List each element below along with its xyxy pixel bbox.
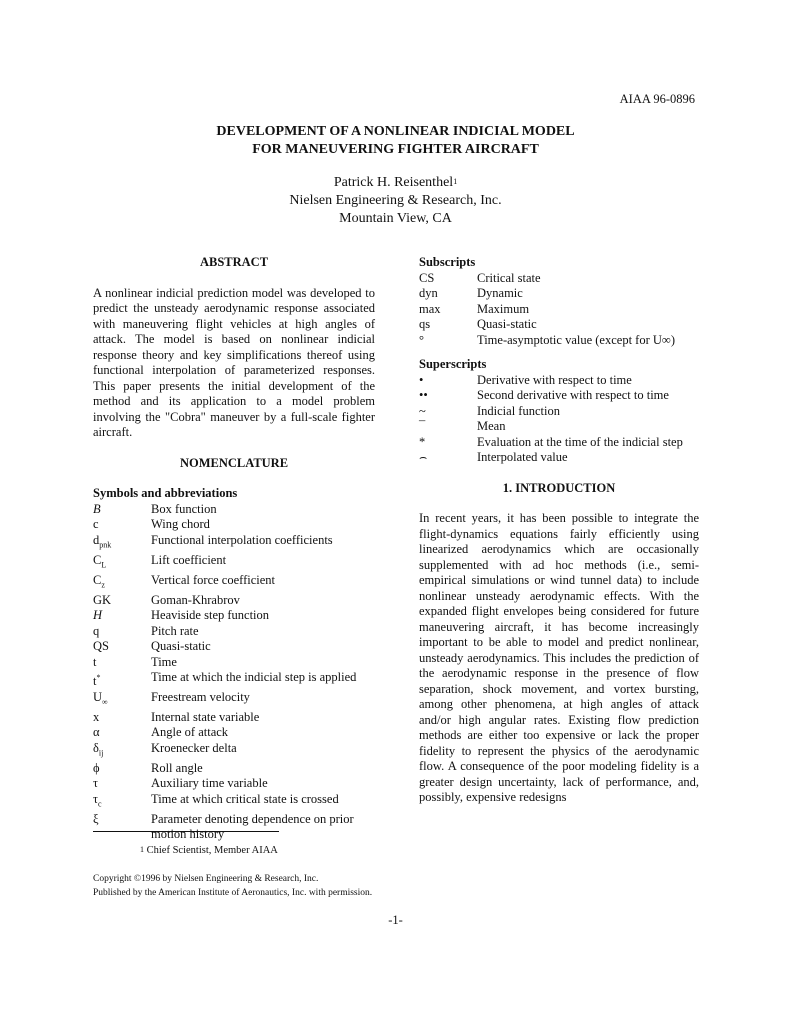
symbol-text: U: [93, 689, 103, 704]
nomenclature-entry: [419, 333, 699, 349]
entry-symbol: [93, 593, 151, 609]
entry-description: Kroenecker delta: [151, 740, 237, 755]
entry-symbol: [419, 286, 477, 302]
entry-description: Interpolated value: [477, 450, 568, 464]
nomenclature-entry: [419, 419, 699, 435]
entry-symbol: [93, 502, 151, 518]
left-column: [93, 255, 375, 843]
symbol-text: H: [93, 608, 103, 622]
symbol-subscript: c: [98, 799, 102, 809]
nomenclature-entry: [93, 792, 375, 812]
introduction-heading: 1. INTRODUCTION: [502, 480, 616, 495]
symbol-text: *: [419, 434, 426, 449]
nomenclature-entry: [419, 302, 699, 318]
author-block: [0, 174, 791, 228]
nomenclature-entry: [93, 725, 375, 741]
copyright-line-2: Published by the American Institute of Aeronautics, Inc. with permission.: [93, 888, 373, 898]
abstract-heading: ABSTRACT: [199, 255, 269, 269]
entry-symbol: [419, 435, 477, 451]
symbol-text: t: [93, 674, 97, 689]
symbol-text: GK: [93, 592, 112, 607]
entry-description: Time-asymptotic value (except for U∞): [477, 332, 675, 347]
symbol-subscript: z: [101, 580, 105, 589]
nomenclature-entry: [93, 502, 375, 518]
entry-description: Indicial function: [477, 403, 560, 418]
symbol-superscript: *: [96, 673, 101, 682]
entry-description: Dynamic: [477, 286, 523, 300]
entry-symbol: [93, 533, 151, 553]
author-affiliation: Nielsen Engineering & Research, Inc.: [289, 193, 502, 208]
nomenclature-entry: [93, 670, 375, 690]
entry-symbol: [419, 333, 477, 349]
symbol-text: C: [93, 572, 102, 587]
entry-symbol: [93, 655, 151, 671]
entry-symbol: [93, 553, 151, 573]
entry-description: Roll angle: [151, 760, 203, 775]
entry-symbol: [419, 373, 477, 389]
entry-description: Maximum: [477, 301, 530, 316]
entry-description: Functional interpolation coefficients: [151, 532, 333, 547]
entry-symbol: [93, 690, 151, 710]
symbol-text: t: [93, 654, 97, 669]
symbol-text: ⌢: [419, 450, 428, 464]
nomenclature-entry: [93, 624, 375, 640]
nomenclature-entry: [419, 373, 699, 389]
footnote-rule: [93, 831, 279, 832]
entry-description: Wing chord: [151, 517, 210, 531]
symbol-text: ¯: [419, 419, 426, 433]
introduction-text: In recent years, it has been possible to integrate the flight-dynamics equations fairly efficiently using linearized aerodynamics which are occasionally supplemented with ad hoc methods (i.e., semi-empirical simulations or wind tunnel data) to include nonlinear unsteady aerodynamic effects. With the expanded flight envelopes being considered for future maneuvering aircraft, it has become increasingly important to be able to model and predict nonlinear, unsteady aerodynamics. This includes the prediction of the aerodynamic response in the presence of flow separation, shock movement, and vortex bursting, among other phenomena, at high angles of attack and/or high angular rates. Existing flow prediction methods are either too expensive or lack the proper fidelity to represent the physics of the aerodynamic flow. A consequence of the poor modeling fidelity is a greater design uncertainty, lack of performance, and, possibly, expensive redesigns: [419, 511, 699, 804]
symbol-text: τ: [93, 776, 99, 791]
entry-description: Pitch rate: [151, 623, 199, 638]
entry-description: Box function: [151, 501, 217, 516]
symbol-text: τ: [93, 791, 99, 806]
entry-symbol: [93, 776, 151, 792]
entry-description: Parameter denoting dependence on prior motion history: [151, 811, 354, 842]
right-column: [419, 255, 699, 806]
page-number: -1-: [388, 913, 403, 927]
author-location: Mountain View, CA: [339, 211, 452, 226]
nomenclature-entry: [419, 450, 699, 466]
nomenclature-entry: [93, 517, 375, 533]
entry-description: Critical state: [477, 270, 541, 285]
symbol-subscript: pnk: [99, 540, 112, 549]
author-footnote-mark: 1: [453, 177, 458, 186]
nomenclature-entry: [93, 573, 375, 593]
nomenclature-entry: [93, 690, 375, 710]
entry-symbol: [419, 388, 477, 404]
symbol-subscript: L: [101, 560, 107, 569]
symbol-text: ••: [419, 388, 428, 402]
nomenclature-entry: [419, 404, 699, 420]
entry-symbol: [93, 639, 151, 655]
nomenclature-entry: [93, 710, 375, 726]
symbol-subscript: ∞: [102, 697, 108, 707]
nomenclature-entry: [419, 286, 699, 302]
entry-description: Internal state variable: [151, 709, 260, 724]
symbol-text: dyn: [419, 286, 438, 300]
author-name: Patrick H. Reisenthel: [333, 175, 454, 190]
entry-symbol: [419, 317, 477, 333]
footnote: [140, 845, 278, 856]
entry-description: Evaluation at the time of the indicial step: [477, 434, 683, 449]
entry-symbol: [93, 741, 151, 761]
entry-symbol: [93, 812, 151, 843]
paper-title: [0, 123, 791, 159]
entry-description: Time: [151, 654, 177, 669]
nomenclature-entry: [419, 271, 699, 287]
nomenclature-entry: [93, 553, 375, 573]
nomenclature-entry: [419, 388, 699, 404]
nomenclature-entry: [93, 761, 375, 777]
title-line-2: FOR MANEUVERING FIGHTER AIRCRAFT: [252, 142, 539, 157]
entry-symbol: [93, 624, 151, 640]
symbol-text: x: [93, 709, 100, 724]
entry-symbol: [419, 450, 477, 466]
entry-description: Quasi-static: [151, 639, 211, 653]
entry-symbol: [93, 608, 151, 624]
entry-description: Heaviside step function: [151, 608, 270, 622]
superscripts-heading: Superscripts: [419, 357, 487, 371]
entry-symbol: [93, 670, 151, 690]
entry-symbol: [93, 710, 151, 726]
nomenclature-entry: [93, 655, 375, 671]
entry-description: Quasi-static: [477, 317, 537, 331]
title-line-1: DEVELOPMENT OF A NONLINEAR INDICIAL MODEL: [216, 124, 575, 139]
footnote-mark: 1: [140, 845, 144, 854]
symbol-text: qs: [419, 317, 431, 331]
nomenclature-entry: [93, 812, 375, 843]
nomenclature-entry: [93, 639, 375, 655]
symbol-text: α: [93, 725, 100, 740]
symbol-text: δ: [93, 740, 99, 755]
symbol-text: B: [93, 501, 101, 516]
superscripts-list: [419, 373, 699, 466]
entry-description: Angle of attack: [151, 725, 229, 740]
copyright-notice: [93, 872, 372, 900]
entry-description: Time at which the indicial step is applied: [151, 670, 357, 684]
symbol-text: ~: [419, 403, 426, 418]
entry-description: Mean: [477, 419, 506, 433]
symbol-text: d: [93, 532, 100, 547]
abstract-text: A nonlinear indicial prediction model was developed to predict the unsteady aerodynamic response associated with maneuvering flight vehicles at high angles of attack. The model is based on nonlinear indicial response theory and key simplifications thereof using functional interpolation of parameterized responses. This paper presents the initial development of the method and its application to a model problem involving the "Cobra" maneuver by a full-scale fighter aircraft.: [93, 285, 375, 439]
entry-symbol: [93, 573, 151, 593]
symbols-heading: Symbols and abbreviations: [93, 486, 238, 500]
symbol-text: ξ: [93, 811, 99, 826]
nomenclature-heading: NOMENCLATURE: [179, 455, 289, 470]
symbol-text: QS: [93, 639, 109, 653]
entry-symbol: [419, 271, 477, 287]
symbol-text: max: [419, 301, 441, 316]
report-number: AIAA 96-0896: [619, 92, 695, 106]
nomenclature-entry: [93, 608, 375, 624]
entry-symbol: [419, 302, 477, 318]
entry-description: Lift coefficient: [151, 552, 227, 567]
nomenclature-entry: [419, 317, 699, 333]
symbol-text: •: [419, 372, 424, 387]
entry-description: Goman-Khrabrov: [151, 592, 240, 607]
author-name-line: [0, 174, 791, 192]
symbol-text: c: [93, 517, 99, 531]
entry-description: Time at which critical state is crossed: [151, 791, 339, 806]
symbol-text: CS: [419, 270, 435, 285]
entry-symbol: [93, 725, 151, 741]
subscripts-list: [419, 271, 699, 349]
symbol-text: ϕ: [93, 760, 100, 775]
nomenclature-entry: [93, 776, 375, 792]
symbol-subscript: ij: [98, 748, 104, 758]
symbols-list: [93, 502, 375, 843]
symbol-text: °: [419, 332, 424, 347]
nomenclature-entry: [93, 593, 375, 609]
copyright-line-1: Copyright ©1996 by Nielsen Engineering & Research, Inc.: [93, 874, 319, 884]
entry-symbol: [419, 419, 477, 435]
entry-symbol: [419, 404, 477, 420]
subscripts-heading: Subscripts: [419, 255, 476, 269]
entry-symbol: [93, 761, 151, 777]
nomenclature-entry: [93, 533, 375, 553]
entry-description: Derivative with respect to time: [477, 372, 632, 387]
symbol-text: q: [93, 623, 100, 638]
entry-symbol: [93, 517, 151, 533]
entry-description: Freestream velocity: [151, 689, 250, 704]
entry-description: Auxiliary time variable: [151, 776, 268, 791]
symbol-text: C: [93, 552, 102, 567]
entry-description: Vertical force coefficient: [151, 572, 275, 587]
footnote-text: Chief Scientist, Member AIAA: [146, 845, 278, 856]
nomenclature-entry: [93, 741, 375, 761]
entry-description: Second derivative with respect to time: [477, 388, 669, 402]
entry-symbol: [93, 792, 151, 812]
nomenclature-entry: [419, 435, 699, 451]
